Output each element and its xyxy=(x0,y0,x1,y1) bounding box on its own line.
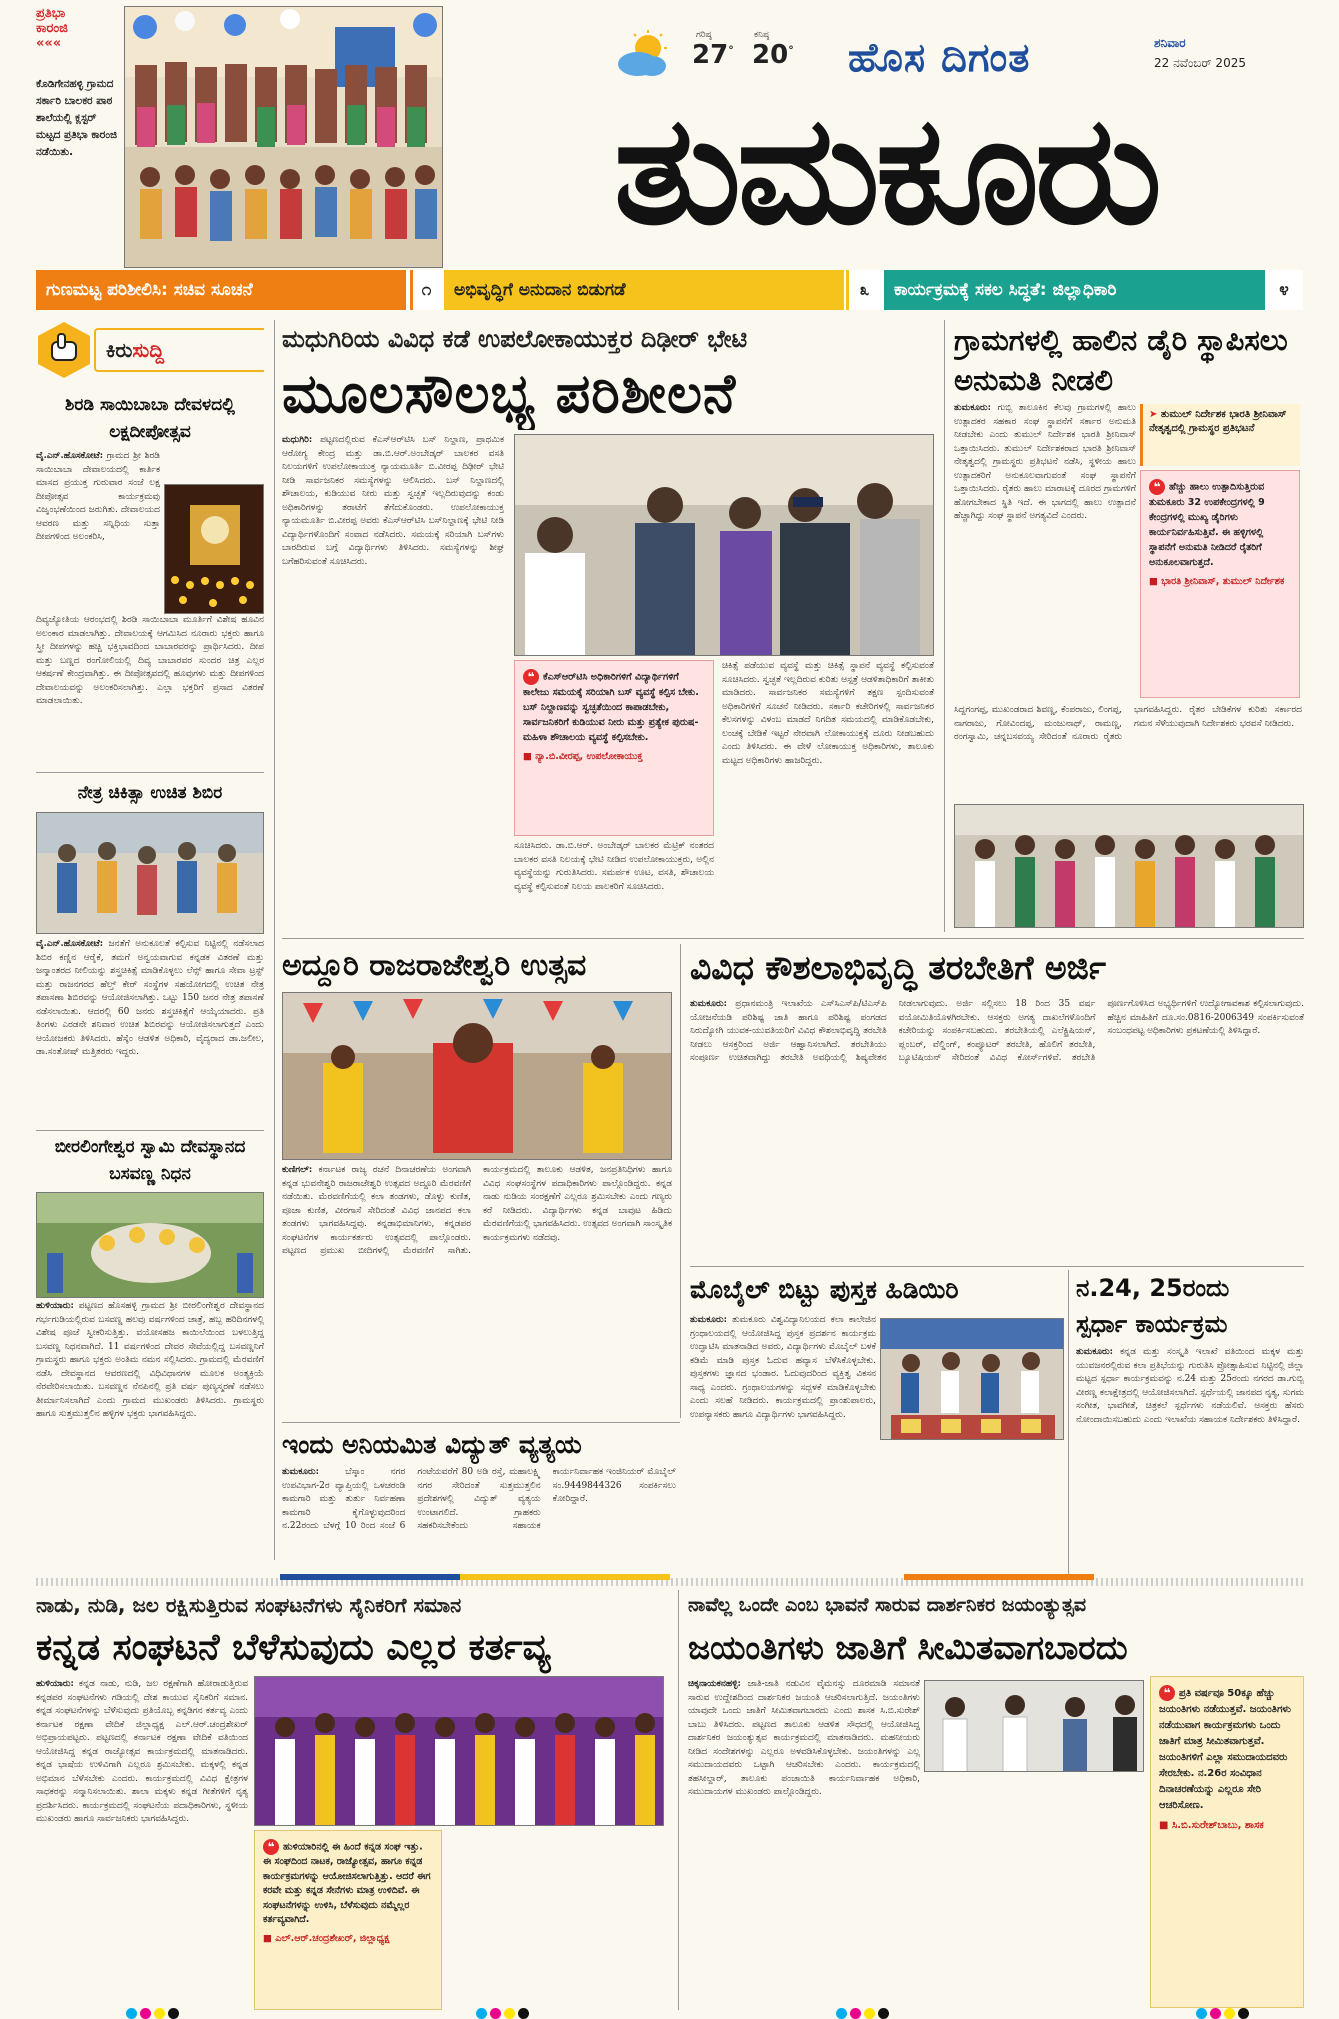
index-page-1[interactable]: ೧ xyxy=(410,270,440,310)
kiru-s2-body xyxy=(36,938,264,1128)
lamp-festival-illustration xyxy=(165,485,264,614)
kiru-label-part1: ಕಿರು xyxy=(106,338,133,362)
kiru-s3-photo xyxy=(36,1192,264,1298)
lead-col3: ಚಿಕಿತ್ಸೆ ಪಡೆಯುವ ವ್ಯವಸ್ಥೆ ಮತ್ತು ಚಿಕಿತ್ಸೆ ಸ್ಥಾಪನೆ ವ್ಯವಸ್ಥೆ ಕಲ್ಪಿಸುವಂತೆ ಸೂಚಿಸಿದರು. ಸ್ವಚ್ಛತೆ ಇಲ್ಲದಿರುವ ಕುರಿತು ಆಸ್ಪತ್ರೆ ಆಡಳಿತಾಧಿಕಾರಿಗೆ ತಾಕೀತು ಮಾಡಿದರು. ಸಾರ್ವಜನಿಕರ ಸಮಸ್ಯೆಗಳಿಗೆ ತಕ್ಷಣ ಸ್ಪಂದಿಸುವಂತೆ ಅಧಿಕಾರಿಗಳಿಗೆ ಸೂಚನೆ ನೀಡಿದರು. ಸರ್ಕಾರಿ ಕಚೇರಿಗಳಲ್ಲಿ ಸಾರ್ವಜನಿಕರ ಕೆಲಸಗಳನ್ನು ವಿಳಂಬ ಮಾಡದೆ ನಿಗದಿತ ಸಮಯದಲ್ಲಿ ಮಾಡಿಕೊಡಬೇಕು, ಲಂಚಕ್ಕೆ ಬೇಡಿಕೆ ಇಟ್ಟರೆ ನೇರವಾಗಿ ಲೋಕಾಯುಕ್ತಕ್ಕೆ ದೂರು ನೀಡಬಹುದು ಎಂದು ತಿಳಿಸಿದರು. ಈ ವೇಳೆ ಲೋಕಾಯುಕ್ತ ಅಧಿಕಾರಿಗಳು, ತಾಲೂಕು ಮಟ್ಟದ ಅಧಿಕಾರಿಗಳು ಹಾಜರಿದ್ದರು. xyxy=(722,661,934,766)
spardha-dateline: ತುಮಕೂರು: xyxy=(1076,1347,1113,1357)
kiru-s2-headline: ನೇತ್ರ ಚಿಕಿತ್ಸಾ ಉಚಿತ ಶಿಬಿರ xyxy=(77,783,223,803)
dairy-dateline: ತುಮಕೂರು: xyxy=(954,403,991,413)
registration-mark-black xyxy=(1238,2008,1249,2019)
degree-symbol: ° xyxy=(788,43,794,57)
dairy-body-top xyxy=(954,402,1136,702)
section-rule xyxy=(690,1266,1304,1267)
lead-headline: ಮೂಲಸೌಲಭ್ಯ ಪರಿಶೀಲನೆ xyxy=(282,362,737,425)
kiru-s1-photo xyxy=(164,484,264,614)
mobile-headline: ಮೊಬೈಲ್ ಬಿಟ್ಟು ಪುಸ್ತಕ ಹಿಡಿಯಿರಿ xyxy=(690,1275,959,1304)
temple-bull-illustration xyxy=(37,1193,264,1298)
spardha-headline-line2: ಸ್ಪರ್ಧಾ ಕಾರ್ಯಕ್ರಮ xyxy=(1076,1310,1228,1338)
power-headline: ಇಂದು ಅನಿಯಮಿತ ವಿದ್ಯುತ್ ವ್ಯತ್ಯಯ xyxy=(282,1430,582,1459)
kaushalya-body xyxy=(690,998,1304,1258)
kannada-headline: ಕನ್ನಡ ಸಂಘಟನೆ ಬೆಳೆಸುವುದು ಎಲ್ಲರ ಕರ್ತವ್ಯ xyxy=(36,1627,551,1668)
jayanti-pull-quote xyxy=(1150,1676,1304,2008)
column-rule xyxy=(274,320,275,1560)
kannada-body xyxy=(36,1678,248,2010)
lead-col1 xyxy=(282,434,504,926)
kiru-s1-body-a-text: ಗ್ರಾಮದ ಶ್ರೀ ಶಿರಡಿ ಸಾಯಿಬಾಬಾ ದೇವಾಲಯದಲ್ಲಿ ಕಾರ್ತಿಕ ಮಾಸದ ಪ್ರಯುಕ್ತ ಗುರುವಾರ ಸಂಜೆ ಲಕ್ಷ ದೀಪೋತ್ಸವ ಕಾರ್ಯಕ್ರಮವು ವಿಜೃಂಭಣೆಯಿಂದ ಜರುಗಿತು. ದೇವಾಲಯದ ಆವರಣ ಮತ್ತು ಸನ್ನಿಧಿಯ ಸುತ್ತಾ ದೀಪಗಳಿಂದ ಅಲಂಕರಿಸಿ, xyxy=(36,451,160,542)
power-dateline: ತುಮಕೂರು: xyxy=(282,1467,319,1477)
mobile-body-text: ತುಮಕೂರು ವಿಶ್ವವಿದ್ಯಾನಿಲಯದ ಕಲಾ ಕಾಲೇಜಿನ ಗ್ರಂಥಾಲಯದಲ್ಲಿ ಆಯೋಜಿಸಿದ್ದ ಪುಸ್ತಕ ಪ್ರದರ್ಶನ ಕಾರ್ಯಕ್ರಮ ಉದ್ಘಾಟಿಸಿ ಮಾತನಾಡಿದ ಅವರು, ವಿದ್ಯಾರ್ಥಿಗಳು ಮೊಬೈಲ್ ಬಳಕೆ ಕಡಿಮೆ ಮಾಡಿ ಪುಸ್ತಕ ಓದುವ ಹವ್ಯಾಸ ಬೆಳೆಸಿಕೊಳ್ಳಬೇಕು. ಪುಸ್ತಕಗಳು ಜ್ಞಾನದ ಭಂಡಾರ. ಓದುವುದರಿಂದ ವ್ಯಕ್ತಿತ್ವ ವಿಕಸನ ಸಾಧ್ಯ ಎಂದರು. ಗ್ರಂಥಾಲಯಗಳನ್ನು ಸದ್ಬಳಕೆ ಮಾಡಿಕೊಳ್ಳಬೇಕು ಎಂದು ಸಲಹೆ ನೀಡಿದರು. ಕಾರ್ಯಕ್ರಮದಲ್ಲಿ ಪ್ರಾಂಶುಪಾಲರು, ಉಪನ್ಯಾಸಕರು ಹಾಗೂ ವಿದ್ಯಾರ್ಥಿಗಳು ಭಾಗವಹಿಸಿದ್ದರು. xyxy=(690,1315,876,1420)
lead-pull-credit: ■ ನ್ಯಾ.ಬಿ.ವೀರಪ್ಪ, ಉಪಲೋಕಾಯುಕ್ತ xyxy=(523,751,643,762)
kiru-suddi-frame xyxy=(94,328,264,372)
kiru-s2-photo xyxy=(36,812,264,934)
index-item-1[interactable]: ಗುಣಮಟ್ಟ ಪರಿಶೀಲಿಸಿ: ಸಚಿವ ಸೂಚನೆ xyxy=(36,270,406,310)
column-rule xyxy=(944,320,945,932)
kaushalya-dateline: ತುಮಕೂರು: xyxy=(690,999,727,1009)
registration-mark-cyan xyxy=(836,2008,847,2019)
kannada-pull-credit-text: ಎಲ್.ಆರ್.ಚಂದ್ರಶೇಖರ್, ಜಿಲ್ಲಾಧ್ಯಕ್ಷ xyxy=(275,1932,390,1944)
procession-illustration xyxy=(283,993,672,1160)
promo-label xyxy=(36,6,128,56)
promo-caption: ಕೊಡಿಗೇನಹಳ್ಳಿ ಗ್ರಾಮದ ಸರ್ಕಾರಿ ಬಾಲಕರ ಪಾಠ ಶಾಲೆಯಲ್ಲಿ ಕ್ಲಸ್ಟರ್ ಮಟ್ಟದ ಪ್ರತಿಭಾ ಕಾರಂಜಿ ನಡೆಯಿತು. xyxy=(36,78,118,158)
utsava-dateline: ಕುಣಿಗಲ್: xyxy=(282,1165,313,1175)
dairy-body-bottom: ಸಿದ್ದಗಂಗಪ್ಪ, ಮುಖಂಡರಾದ ಶಿವಣ್ಣ, ಕೆಂಪರಾಜು, ಲಿಂಗಪ್ಪ, ನಾಗರಾಜು, ಗೋವಿಂದಪ್ಪ, ಮಂಜುನಾಥ್, ರಾಮಣ್ಣ, ರಂಗಸ್ವಾಮಿ, ಚನ್ನಬಸವಯ್ಯ ಸೇರಿದಂತೆ ನೂರಾರು ರೈತರು ಭಾಗವಹಿಸಿದ್ದರು. ರೈತರ ಬೇಡಿಕೆಗಳ ಕುರಿತು ಸರ್ಕಾರದ ಗಮನ ಸೆಳೆಯುವುದಾಗಿ ನಿರ್ದೇಶಕರು ಭರವಸೆ ನೀಡಿದರು. xyxy=(954,705,1302,742)
eye-camp-illustration xyxy=(37,813,264,934)
accent-bar-orange xyxy=(904,1574,1094,1580)
kiru-s1-headline: ಶಿರಡಿ ಸಾಯಿಬಾಬಾ ದೇವಳದಲ್ಲಿ ಲಕ್ಷದೀಪೋತ್ಸವ xyxy=(65,395,235,442)
mobile-photo xyxy=(880,1318,1064,1440)
jayanti-pull-credit-text: ಸಿ.ಬಿ.ಸುರೇಶ್‌ಬಾಬು, ಶಾಸಕ xyxy=(1171,1820,1264,1831)
kannada-body-cont xyxy=(448,1830,664,2010)
jayanti-body-cont xyxy=(924,1776,1144,2010)
weather-min-label: ಕನಿಷ್ಠ xyxy=(754,30,770,40)
degree-symbol: ° xyxy=(728,43,734,57)
utsava-body-text: ಕರ್ನಾಟಕ ರಾಜ್ಯ ರಚನೆ ದಿನಾಚರಣೆಯ ಅಂಗವಾಗಿ ಕನ್ನಡ ಭುವನೇಶ್ವರಿ ರಾಜರಾಜೇಶ್ವರಿ ಉತ್ಸವದ ಅದ್ದೂರಿ ಮೆರವಣಿಗೆ ನಡೆಯಿತು. ಮೆರವಣಿಗೆಯಲ್ಲಿ ಕಲಾ ತಂಡಗಳು, ಡೊಳ್ಳು ಕುಣಿತ, ಪೂಜಾ ಕುಣಿತ, ವೀರಗಾಸೆ ಸೇರಿದಂತೆ ವಿವಿಧ ಜಾನಪದ ಕಲಾ ತಂಡಗಳು ಭಾಗವಹಿಸಿದ್ದವು. ಕನ್ನಡಾಭಿಮಾನಿಗಳು, ಕನ್ನಡಪರ ಸಂಘಟನೆಗಳ ಕಾರ್ಯಕರ್ತರು ಉತ್ಸವದಲ್ಲಿ ಪಾಲ್ಗೊಂಡರು. ಪಟ್ಟಣದ ಪ್ರಮುಖ ಬೀದಿಗಳಲ್ಲಿ ಮೆರವಣಿಗೆ ಸಾಗಿತು. ಕಾರ್ಯಕ್ರಮದಲ್ಲಿ ತಾಲೂಕು ಆಡಳಿತ, ಜನಪ್ರತಿನಿಧಿಗಳು ಹಾಗೂ ವಿವಿಧ ಸಂಘಸಂಸ್ಥೆಗಳ ಪದಾಧಿಕಾರಿಗಳು ಪಾಲ್ಗೊಂಡಿದ್ದರು. ಕನ್ನಡ ನಾಡು ನುಡಿಯ ಸಂರಕ್ಷಣೆಗೆ ಎಲ್ಲರೂ ಶ್ರಮಿಸಬೇಕು ಎಂದು ಗಣ್ಯರು ಕರೆ ನೀಡಿದರು. ವಿದ್ಯಾರ್ಥಿಗಳು ಕನ್ನಡ ಬಾವುಟ ಹಿಡಿದು ಮೆರವಣಿಗೆಯಲ್ಲಿ ಭಾಗವಹಿಸಿದರು. ಉತ್ಸವದ ಅಂಗವಾಗಿ ಸಾಂಸ್ಕೃತಿಕ ಕಾರ್ಯಕ್ರಮಗಳು ನಡೆದವು. xyxy=(282,1165,672,1256)
promo-photo xyxy=(124,6,443,268)
section-divider-band xyxy=(36,1578,1304,1586)
column-rule xyxy=(678,1590,679,2010)
edition-day: ಶನಿವಾರ xyxy=(1154,36,1186,50)
column-rule xyxy=(1068,1270,1069,1574)
registration-mark-yellow xyxy=(864,2008,875,2019)
kannada-pull-quote xyxy=(254,1830,442,2010)
registration-mark-cyan xyxy=(1196,2008,1207,2019)
quote-icon: ❝ xyxy=(523,669,539,685)
registration-mark-black xyxy=(878,2008,889,2019)
jayanti-photo xyxy=(924,1680,1144,1772)
registration-mark-magenta xyxy=(1210,2008,1221,2019)
lead-col1-text: ಪಟ್ಟಣದಲ್ಲಿರುವ ಕೆಎಸ್‌ಆರ್‌ಟಿಸಿ ಬಸ್ ನಿಲ್ದಾಣ, ಪ್ರಾಥಮಿಕ ಆರೋಗ್ಯ ಕೇಂದ್ರ ಮತ್ತು ಡಾ.ಬಿ.ಆರ್.ಅಂಬೇಡ್ಕರ್ ಬಾಲಕರ ವಸತಿ ನಿಲಯಗಳಿಗೆ ಉಪಲೋಕಾಯುಕ್ತ ನ್ಯಾಯಮೂರ್ತಿ ಬಿ.ವೀರಪ್ಪ ದಿಢೀರ್ ಭೇಟಿ ನೀಡಿ ಸಾರ್ವಜನಿಕರ ಸಮಸ್ಯೆಗಳನ್ನು ಆಲಿಸಿದರು. ಬಸ್ ನಿಲ್ದಾಣದಲ್ಲಿ ಶೌಚಾಲಯ, ಕುಡಿಯುವ ನೀರು ಮತ್ತು ಸ್ವಚ್ಛತೆ ಇಲ್ಲದಿರುವುದನ್ನು ಕಂಡು ಅಧಿಕಾರಿಗಳನ್ನು ತರಾಟೆಗೆ ತೆಗೆದುಕೊಂಡರು. ಉಪಲೋಕಾಯುಕ್ತ ನ್ಯಾಯಮೂರ್ತಿ ಬಿ.ವೀರಪ್ಪ ಅವರು ಕೆಎಸ್‌ಆರ್‌ಟಿಸಿ ಬಸ್‌ನಿಲ್ದಾಣಕ್ಕೆ ಭೇಟಿ ನೀಡಿ ವಿದ್ಯಾರ್ಥಿಗಳೊಂದಿಗೆ ಸಂವಾದ ನಡೆಸಿದರು. ಸಮಯಕ್ಕೆ ಸರಿಯಾಗಿ ಬಸ್‌ಗಳು ಬಾರದಿರುವ ಬಗ್ಗೆ ವಿದ್ಯಾರ್ಥಿಗಳು ತಿಳಿಸಿದರು. ಸಮಸ್ಯೆಗಳನ್ನು ಶೀಘ್ರ ಬಗೆಹರಿಸುವಂತೆ ಸೂಚಿಸಿದರು. xyxy=(282,435,504,567)
kiru-s2-dateline: ವೈ.ಎನ್.ಹೊಸಕೋಟೆ: xyxy=(36,939,104,949)
weather-max-number: 27 xyxy=(692,40,729,70)
dairy-pull-credit-text: ಭಾರತಿ ಶ್ರೀನಿವಾಸ್, ತುಮುಲ್ ನಿರ್ದೇಶಕ xyxy=(1161,576,1285,587)
registration-mark-yellow xyxy=(504,2008,515,2019)
brand-logo[interactable]: ಹೊಸ ದಿಗಂತ xyxy=(848,35,1031,81)
weather-min-number: 20 xyxy=(752,40,789,70)
kannada-body-text: ಕನ್ನಡ ನಾಡು, ನುಡಿ, ಜಲ ರಕ್ಷಣೆಗಾಗಿ ಹೋರಾಡುತ್ತಿರುವ ಕನ್ನಡಪರ ಸಂಘಟನೆಗಳು ಗಡಿಯಲ್ಲಿ ದೇಶ ಕಾಯುವ ಸೈನಿಕರಿಗೆ ಸಮಾನ. ಕನ್ನಡ ಸಂಘಟನೆಗಳನ್ನು ಬೆಳೆಸುವುದು ಪ್ರತಿಯೊಬ್ಬ ಕನ್ನಡಿಗನ ಕರ್ತವ್ಯ ಎಂದು ಕರ್ನಾಟಕ ರಕ್ಷಣಾ ವೇದಿಕೆ ಜಿಲ್ಲಾಧ್ಯಕ್ಷ ಎಲ್.ಆರ್.ಚಂದ್ರಶೇಖರ್ ಅಭಿಪ್ರಾಯಪಟ್ಟರು. ಪಟ್ಟಣದಲ್ಲಿ ಕರ್ನಾಟಕ ರಕ್ಷಣಾ ವೇದಿಕೆ ವತಿಯಿಂದ ಆಯೋಜಿಸಿದ್ದ ಕನ್ನಡ ರಾಜ್ಯೋತ್ಸವ ಕಾರ್ಯಕ್ರಮದಲ್ಲಿ ಮಾತನಾಡಿದರು. ಕನ್ನಡ ಭಾಷೆಯ ಉಳಿವಿಗಾಗಿ ಎಲ್ಲರೂ ಶ್ರಮಿಸಬೇಕು. ಮಕ್ಕಳಲ್ಲಿ ಕನ್ನಡ ಅಭಿಮಾನ ಬೆಳೆಸಬೇಕು ಎಂದರು. ಕಾರ್ಯಕ್ರಮದಲ್ಲಿ ವಿವಿಧ ಕ್ಷೇತ್ರಗಳ ಸಾಧಕರನ್ನು ಸನ್ಮಾನಿಸಲಾಯಿತು. ಶಾಲಾ ಮಕ್ಕಳು ಕನ್ನಡ ಗೀತೆಗಳಿಗೆ ನೃತ್ಯ ಪ್ರದರ್ಶಿಸಿದರು. ಕಾರ್ಯಕ್ರಮದಲ್ಲಿ ಸಂಘಟನೆಯ ಪದಾಧಿಕಾರಿಗಳು, ಸ್ಥಳೀಯ ಮುಖಂಡರು ಹಾಗೂ ಸಾರ್ವಜನಿಕರು ಭಾಗವಹಿಸಿದ್ದರು. xyxy=(36,1679,248,1824)
jayanti-kicker: ನಾವೆಲ್ಲ ಒಂದೇ ಎಂಬ ಭಾವನೆ ಸಾರುವ ದಾರ್ಶನಿಕರ ಜಯಂತ್ಯುತ್ಸವ xyxy=(688,1594,1087,1616)
spardha-headline-line1: ನ.24, 25ರಂದು xyxy=(1076,1274,1230,1302)
registration-mark-magenta xyxy=(850,2008,861,2019)
mobile-dateline: ತುಮಕೂರು: xyxy=(690,1315,727,1325)
kannada-photo xyxy=(254,1676,664,1826)
divider xyxy=(36,772,264,773)
kiru-suddi-badge xyxy=(36,320,264,380)
utsava-body xyxy=(282,1164,672,1418)
kaushalya-headline: ವಿವಿಧ ಕೌಶಲಾಭಿವೃದ್ಧಿ ತರಬೇತಿಗೆ ಅರ್ಜಿ xyxy=(690,948,1106,987)
jayanti-pull-credit: ■ ಸಿ.ಬಿ.ಸುರೇಶ್‌ಬಾಬು, ಶಾಸಕ xyxy=(1159,1820,1264,1831)
dairy-pull-quote-text: ಹೆಚ್ಚು ಹಾಲು ಉತ್ಪಾದಿಸುತ್ತಿರುವ ತುಮಕೂರು 32 ಉಪಕೇಂದ್ರಗಳಲ್ಲಿ 9 ಕೇಂದ್ರಗಳಲ್ಲಿ ಮುಖ್ಯ ಡೈರಿಗಳು ಕಾರ್ಯನಿರ್ವಹಿಸುತ್ತಿವೆ. ಈ ಹಳ್ಳಿಗಳಲ್ಲಿ ಸ್ಥಾಪನೆಗೆ ಅನುಮತಿ ನೀಡಿದರೆ ರೈತರಿಗೆ ಅನುಕೂಲವಾಗುತ್ತದೆ. xyxy=(1149,481,1265,568)
registration-mark-cyan xyxy=(126,2008,137,2019)
book-exhibition-illustration xyxy=(881,1319,1064,1440)
mobile-body-cont xyxy=(880,1444,1064,1574)
kiru-s3-body-text: ಪಟ್ಟಣದ ಹೊಸಹಳ್ಳಿ ಗ್ರಾಮದ ಶ್ರೀ ಬೀರಲಿಂಗೇಶ್ವರ ದೇವಸ್ಥಾನದ ಗರ್ಭಗುಡಿಯಲ್ಲಿರುವ ಬಸವಣ್ಣ ಹಲವು ವರ್ಷಗಳಿಂದ ಜಾತ್ರೆ, ಹಬ್ಬ ಹರಿದಿನಗಳಲ್ಲಿ ವಿಶೇಷ ಪೂಜೆ ಸ್ವೀಕರಿಸುತ್ತಿತ್ತು. ವಯೋಸಹಜ ಕಾಯಿಲೆಯಿಂದ ಬಳಲುತ್ತಿದ್ದ ಬಸವಣ್ಣ ನಿಧನವಾಗಿದೆ. 11 ವರ್ಷಗಳಿಂದ ದೇವರ ಸೇವೆಯಲ್ಲಿದ್ದ ಬಸವಣ್ಣನಿಗೆ ಗ್ರಾಮಸ್ಥರು ಹಾಗೂ ಭಕ್ತರು ಅಂತಿಮ ನಮನ ಸಲ್ಲಿಸಿದರು. ಗ್ರಾಮದಲ್ಲಿ ಮೆರವಣಿಗೆ ನಡೆಸಿ ದೇವಸ್ಥಾನದ ಆವರಣದಲ್ಲಿ ವಿಧಿವಿಧಾನಗಳ ಮೂಲಕ ಅಂತ್ಯಕ್ರಿಯೆ ನೆರವೇರಿಸಲಾಯಿತು. ಬಸವಣ್ಣನ ನೆನಪಿನಲ್ಲಿ ಪ್ರತಿ ವರ್ಷ ಪುಣ್ಯಸ್ಮರಣೆ ನಡೆಸಲು ತೀರ್ಮಾನಿಸಲಾಗಿದೆ ಎಂದು ಗ್ರಾಮದ ಮುಖಂಡರು ತಿಳಿಸಿದರು. ಗ್ರಾಮಸ್ಥರು ಹಾಗೂ ಸುತ್ತಮುತ್ತಲಿನ ಹಳ್ಳಿಗಳ ಭಕ್ತರು ಭಾಗವಹಿಸಿದ್ದರು. xyxy=(36,1301,264,1419)
quote-icon: ❝ xyxy=(263,1839,279,1855)
column-rule xyxy=(680,944,681,1418)
inspection-illustration xyxy=(515,435,934,656)
hand-pointing-icon xyxy=(36,320,92,380)
utsava-photo xyxy=(282,992,672,1160)
edition-date: 22 ನವೆಂಬರ್ 2025 xyxy=(1154,56,1246,70)
protest-illustration xyxy=(955,805,1304,928)
dairy-headline: ಗ್ರಾಮಗಳಲ್ಲಿ ಹಾಲಿನ ಡೈರಿ ಸ್ಥಾಪಿಸಲು ಅನುಮತಿ ನೀಡಲಿ xyxy=(954,323,1288,397)
lead-pull-quote xyxy=(514,660,714,836)
registration-mark-black xyxy=(518,2008,529,2019)
lead-photo xyxy=(514,434,934,656)
kiru-s3-dateline: ಹುಳಿಯಾರು: xyxy=(36,1301,74,1311)
jayanti-headline: ಜಯಂತಿಗಳು ಜಾತಿಗೆ ಸೀಮಿತವಾಗಬಾರದು xyxy=(688,1628,1128,1667)
lead-kicker: ಮಧುಗಿರಿಯ ವಿವಿಧ ಕಡೆ ಉಪಲೋಕಾಯುಕ್ತರ ದಿಢೀರ್ ಭೇಟಿ xyxy=(282,325,748,353)
dairy-pull-quote xyxy=(1140,470,1300,698)
index-page-3[interactable]: ೪ xyxy=(1262,270,1303,310)
registration-marks xyxy=(0,2008,1339,2019)
registration-mark-black xyxy=(168,2008,179,2019)
kiru-s2-body-text: ಜನತೆಗೆ ಅನುಕೂಲತೆ ಕಲ್ಪಿಸುವ ನಿಟ್ಟಿನಲ್ಲಿ ನಡೆಸಲಾದ ಶಿಬಿರ ಕಣ್ಣಿನ ಆರೈಕೆ, ತಮಗೆ ಅನ್ವಯವಾಗುವ ಕನ್ನಡಕ ವಿತರಣೆ ಮತ್ತು ಜನ್ಮಾಂತರದ ನೀಲಿಯನ್ನು ಶಸ್ತ್ರಚಿಕಿತ್ಸೆ ಮಾಡಿಕೊಳ್ಳಲು ಲೆನ್ಸ್ ಹಾಗೂ ಸೇವಾ ಟ್ರಸ್ಟ್ ಮತ್ತು ರಾಜನಗರದ ಹೆಲ್ತ್ ಕೇರ್ ಸಂಸ್ಥೆಗಳ ಸಹಯೋಗದಲ್ಲಿ ಉಚಿತ ನೇತ್ರ ತಪಾಸಣಾ ಶಿಬಿರವನ್ನು ಆಯೋಜಿಸಲಾಗಿತ್ತು. ಒಟ್ಟು 150 ಜನರ ನೇತ್ರ ತಪಾಸಣೆ ನಡೆಸಲಾಯಿತು. ಆದರಲ್ಲಿ 60 ಜನರು ಶಸ್ತ್ರಚಿಕಿತ್ಸೆಗೆ ಆಯ್ಕೆಯಾದರು. ಪ್ರತಿ ತಿಂಗಳು ಎರಡನೇ ಶನಿವಾರ ಉಚಿತ ಶಿಬಿರವನ್ನು ಆಯೋಜಿಸಲಾಗುತ್ತದೆ ಎಂದು ಆಯೋಜಕರು ತಿಳಿಸಿದರು. ಹೆಸ್ಕೆಂ ಆಡಳಿತ ಅಧಿಕಾರಿ, ವೈದ್ಯರಾದ ಡಾ.ಜಲೀಲ, ಡಾ.ಸಂತೋಷ್ ಮತ್ತಿತರರು ಇದ್ದರು. xyxy=(36,939,264,1057)
index-page-2[interactable]: ೩ xyxy=(846,270,880,310)
promo-label-line2: ಕಾರಂಜಿ xyxy=(36,21,68,36)
registration-mark-yellow xyxy=(1224,2008,1235,2019)
promo-label-line1: ಪ್ರತಿಭಾ xyxy=(36,6,66,21)
index-item-3[interactable]: ಕಾರ್ಯಕ್ರಮಕ್ಕೆ ಸಕಲ ಸಿದ್ಧತೆ: ಜಿಲ್ಲಾಧಿಕಾರಿ xyxy=(884,270,1262,310)
kiru-label-part2: ಸುದ್ದಿ xyxy=(132,338,165,362)
registration-mark-magenta xyxy=(490,2008,501,2019)
tag-arrow-icon: ➤ xyxy=(1149,409,1161,420)
kiru-s1-body-b: ದಿವ್ಯಜ್ಯೋತಿಯ ಆರಂಭದಲ್ಲಿ ಶಿರಡಿ ಸಾಯಿಬಾಬಾ ಮೂರ್ತಿಗೆ ವಿಶೇಷ ಹೂವಿನ ಅಲಂಕಾರ ಮಾಡಲಾಗಿತ್ತು. ದೇವಾಲಯಕ್ಕೆ ಆಗಮಿಸಿದ ನೂರಾರು ಭಕ್ತರು ಹಾಗೂ ಸ್ತ್ರೀ ದೀಪಗಳನ್ನು ಹಚ್ಚಿ ಭಕ್ತಿಭಾವದಿಂದ ಬಾಬಾರವರನ್ನು ಪ್ರಾರ್ಥಿಸಿದರು. ದೀಪ ಮತ್ತು ಬಣ್ಣದ ರಂಗೋಲಿಯಲ್ಲಿ ದಿವ್ಯ ಬಾಬಾರವರ ಸುಂದರ ಚಿತ್ರ ಎಲ್ಲರ ಆಕರ್ಷಣೆ ಕೇಂದ್ರವಾಗಿತ್ತು. ಈ ದೀಪೋತ್ಸವದಲ್ಲಿ ಹೂವುಗಳು ಮತ್ತು ದೀಪಗಳಿಂದ ದೇವಾಲಯವನ್ನು ಅಲಂಕರಿಸಲಾಗಿತ್ತು. ಎಲ್ಲಾ ಭಕ್ತರಿಗೆ ಪ್ರಸಾದ ವಿತರಣೆ ಮಾಡಲಾಯಿತು. xyxy=(36,615,264,706)
partly-cloudy-icon xyxy=(614,30,674,80)
spardha-body-text: ಕನ್ನಡ ಮತ್ತು ಸಂಸ್ಕೃತಿ ಇಲಾಖೆ ವತಿಯಿಂದ ಮಕ್ಕಳ ಮತ್ತು ಯುವಜನರಲ್ಲಿರುವ ಕಲಾ ಪ್ರತಿಭೆಯನ್ನು ಗುರುತಿಸಿ ಪ್ರೋತ್ಸಾಹಿಸುವ ನಿಟ್ಟಿನಲ್ಲಿ ಜಿಲ್ಲಾ ಮಟ್ಟದ ಸ್ಪರ್ಧಾ ಕಾರ್ಯಕ್ರಮವನ್ನು ನ.24 ಮತ್ತು 25ರಂದು ನಗರದ ಡಾ.ಗುಬ್ಬಿ ವೀರಣ್ಣ ಕಲಾಕ್ಷೇತ್ರದಲ್ಲಿ ಆಯೋಜಿಸಲಾಗಿದೆ. ಸ್ಪರ್ಧೆಯಲ್ಲಿ ಜಾನಪದ ನೃತ್ಯ, ಸುಗಮ ಸಂಗೀತ, ಭಾವಗೀತೆ, ಚಿತ್ರಕಲೆ ಸ್ಪರ್ಧೆಗಳು ನಡೆಯಲಿವೆ. ಆಸಕ್ತರು ಹೆಸರು ನೋಂದಾಯಿಸಬಹುದು ಎಂದು ಇಲಾಖೆಯ ಸಹಾಯಕ ನಿರ್ದೇಶಕರು ತಿಳಿಸಿದ್ದಾರೆ. xyxy=(1076,1347,1304,1425)
accent-bar-yellow xyxy=(460,1574,670,1580)
spardha-body xyxy=(1076,1346,1304,1574)
dairy-photo xyxy=(954,804,1304,928)
registration-mark-cyan xyxy=(476,2008,487,2019)
kannada-pull-quote-text: ಹುಳಿಯಾರಿನಲ್ಲಿ ಈ ಹಿಂದೆ ಕನ್ನಡ ಸಂಘ ಇತ್ತು. ಈ ಸಂಘದಿಂದ ನಾಟಕ, ರಾಜ್ಯೋತ್ಸವ, ಹಾಗೂ ಕನ್ನಡ ಕಾರ್ಯಕ್ರಮಗಳನ್ನು ಆಯೋಜಿಸಲಾಗುತ್ತಿತ್ತು. ಆದರೆ ಈಗ ಕರವೇ ಮತ್ತು ಕನ್ನಡ ಸೇನೆಗಳು ಮಾತ್ರ ಉಳಿದಿವೆ. ಈ ಸಂಘಟನೆಗಳನ್ನು ಉಳಿಸಿ, ಬೆಳೆಸುವುದು ನಮ್ಮೆಲ್ಲರ ಕರ್ತವ್ಯವಾಗಿದೆ. xyxy=(263,1841,431,1925)
kannada-dateline: ಹುಳಿಯಾರು: xyxy=(36,1679,74,1689)
section-rule xyxy=(282,1422,680,1423)
weather-max-value xyxy=(692,40,734,70)
registration-mark-yellow xyxy=(154,2008,165,2019)
dairy-pull-credit: ■ ಭಾರತಿ ಶ್ರೀನಿವಾಸ್, ತುಮುಲ್ ನಿರ್ದೇಶಕ xyxy=(1149,576,1285,587)
city-title: ತುಮಕೂರು xyxy=(613,84,1159,258)
weather-max-label: ಗರಿಷ್ಠ xyxy=(696,30,712,40)
divider xyxy=(36,1130,264,1131)
section-rule xyxy=(282,938,1304,939)
chevrons-icon: ««« xyxy=(36,36,62,51)
promo-photo-illustration xyxy=(125,7,443,268)
kiru-s3-body xyxy=(36,1300,264,1564)
accent-bar-blue xyxy=(280,1574,460,1580)
mobile-body xyxy=(690,1314,876,1574)
power-body xyxy=(282,1466,676,1574)
lead-pull-credit-text: ನ್ಯಾ.ಬಿ.ವೀರಪ್ಪ, ಉಪಲೋಕಾಯುಕ್ತ xyxy=(535,751,643,762)
lead-dateline: ಮಧುಗಿರಿ: xyxy=(282,435,313,445)
kiru-s1-body-a xyxy=(36,450,160,610)
dairy-tag-text: ತುಮುಲ್ ನಿರ್ದೇಶಕ ಭಾರತಿ ಶ್ರೀನಿವಾಸ್ ನೇತೃತ್ವದಲ್ಲಿ ಗ್ರಾಮಸ್ಥರ ಪ್ರತಿಭಟನೆ xyxy=(1149,409,1287,434)
quote-icon: ❝ xyxy=(1149,479,1165,495)
jayanti-pull-quote-text: ಪ್ರತಿ ವರ್ಷವೂ 50ಕ್ಕೂ ಹೆಚ್ಚು ಜಯಂತಿಗಳು ನಡೆಯುತ್ತವೆ. ಜಯಂತಿಗಳು ನಡೆಯುವಾಗ ಕಾರ್ಯಕ್ರಮಗಳು ಒಂದು ಜಾತಿಗೆ ಮಾತ್ರ ಸೀಮಿತವಾಗುತ್ತವೆ. ಜಯಂತಿಗಳಿಗೆ ಎಲ್ಲಾ ಸಮುದಾಯದವರು ಸೇರಬೇಕು. ನ.26ರ ಸಂವಿಧಾನ ದಿನಾಚರಣೆಯನ್ನು ಎಲ್ಲರೂ ಸೇರಿ ಆಚರಿಸೋಣ. xyxy=(1159,1688,1291,1811)
lead-pull-quote-text: ಕೆಎಸ್‌ಆರ್‌ಟಿಸಿ ಅಧಿಕಾರಿಗಳಿಗೆ ವಿದ್ಯಾರ್ಥಿಗಳಿಗೆ ಕಾಲೇಜು ಸಮಯಕ್ಕೆ ಸರಿಯಾಗಿ ಬಸ್ ವ್ಯವಸ್ಥೆ ಕಲ್ಪಿಸ ಬೇಕು. ಬಸ್ ನಿಲ್ದಾಣವನ್ನು ಸ್ವಚ್ಛತೆಯಿಂದ ಕಾಪಾಡಬೇಕು, ಸಾರ್ವಜನಿಕರಿಗೆ ಕುಡಿಯುವ ನೀರು ಮತ್ತು ಪ್ರತ್ಯೇಕ ಪುರುಷ-ಮಹಿಳಾ ಶೌಚಾಲಯ ವ್ಯವಸ್ಥೆ ಕಲ್ಪಿಸಬೇಕು. xyxy=(523,671,699,743)
jayanti-dateline: ಚಿಕ್ಕನಾಯಕನಹಳ್ಳಿ: xyxy=(688,1679,741,1689)
kaushalya-body-text: ಪ್ರಧಾನಮಂತ್ರಿ ಇಲಾಖೆಯ ಎಸ್‌ಸಿಎಸ್‌ಪಿ/ಟಿಎಸ್‌ಪಿ ಯೋಜನೆಯಡಿ ಪರಿಶಿಷ್ಟ ಜಾತಿ ಹಾಗೂ ಪರಿಶಿಷ್ಟ ಪಂಗಡದ ನಿರುದ್ಯೋಗಿ ಯುವಕ-ಯುವತಿಯರಿಗೆ ವಿವಿಧ ಕೌಶಲಾಭಿವೃದ್ಧಿ ತರಬೇತಿ ನೀಡಲು ಆಸಕ್ತರಿಂದ ಅರ್ಜಿ ಆಹ್ವಾನಿಸಲಾಗಿದೆ. ತರಬೇತಿಯು ಸಂಪೂರ್ಣ ಉಚಿತವಾಗಿದ್ದು ತರಬೇತಿ ಅವಧಿಯಲ್ಲಿ ಶಿಷ್ಯವೇತನ ನೀಡಲಾಗುವುದು. ಅರ್ಜಿ ಸಲ್ಲಿಸಲು 18 ರಿಂದ 35 ವರ್ಷ ವಯೋಮಿತಿಯೊಳಗಿರಬೇಕು. ಆಸಕ್ತರು ಅಗತ್ಯ ದಾಖಲೆಗಳೊಂದಿಗೆ ಕಚೇರಿಯನ್ನು ಸಂಪರ್ಕಿಸಬಹುದು. ತರಬೇತಿಯಲ್ಲಿ ಎಲೆಕ್ಟ್ರಿಷಿಯನ್, ಪ್ಲಂಬರ್, ವೆಲ್ಡಿಂಗ್, ಕಂಪ್ಯೂಟರ್ ತರಬೇತಿ, ಹೊಲಿಗೆ ತರಬೇತಿ, ಬ್ಯೂಟಿಷಿಯನ್ ಸೇರಿದಂತೆ ವಿವಿಧ ಕೋರ್ಸ್‌ಗಳಿವೆ. ತರಬೇತಿ ಪೂರ್ಣಗೊಳಿಸಿದ ಅಭ್ಯರ್ಥಿಗಳಿಗೆ ಉದ್ಯೋಗಾವಕಾಶ ಕಲ್ಪಿಸಲಾಗುವುದು. ಹೆಚ್ಚಿನ ಮಾಹಿತಿಗೆ ದೂ.ಸಂ.0816-2006349 ಸಂಪರ್ಕಿಸುವಂತೆ ಸಂಬಂಧಪಟ್ಟ ಅಧಿಕಾರಿಗಳು ಪ್ರಕಟಣೆಯಲ್ಲಿ ತಿಳಿಸಿದ್ದಾರೆ. xyxy=(690,999,1304,1063)
lead-col2-below: ಸೂಚಿಸಿದರು. ಡಾ.ಬಿ.ಆರ್. ಅಂಬೇಡ್ಕರ್ ಬಾಲಕರ ಮೆಟ್ರಿಕ್ ನಂತರದ ಬಾಲಕರ ವಸತಿ ನಿಲಯಕ್ಕೆ ಭೇಟಿ ನೀಡಿದ ಉಪಲೋಕಾಯುಕ್ತರು, ಅಲ್ಲಿನ ವ್ಯವಸ್ಥೆಯನ್ನು ಗುರುತಿಸಿದರು. ಸಮರ್ಪಕ ಊಟ, ವಸತಿ, ಶೌಚಾಲಯ ವ್ಯವಸ್ಥೆ ಕಲ್ಪಿಸುವಂತೆ ನಿಲಯ ಪಾಲಕರಿಗೆ ಸೂಚಿಸಿದರು. xyxy=(514,841,714,892)
registration-mark-magenta xyxy=(140,2008,151,2019)
utsava-headline: ಅದ್ದೂರಿ ರಾಜರಾಜೇಶ್ವರಿ ಉತ್ಸವ xyxy=(282,948,587,983)
kiru-s1-dateline: ವೈ.ಎನ್.ಹೊಸಕೋಟೆ: xyxy=(36,451,104,461)
felicitation-illustration xyxy=(255,1677,664,1826)
weather-min-value xyxy=(752,40,794,70)
jayanti-body-text: ಜಾತಿ-ಜಾತಿ ನಡುವಿನ ವೈಮನಸ್ಸು ದೂರಮಾಡಿ ಸಮಾನತೆ ಸಾರುವ ಉದ್ದೇಶದಿಂದ ದಾರ್ಶನಿಕರ ಜಯಂತಿ ಆಚರಿಸಲಾಗುತ್ತಿದೆ. ಜಯಂತಿಗಳು ಯಾವುದೇ ಒಂದು ಜಾತಿಗೆ ಸೀಮಿತವಾಗಬಾರದು ಎಂದು ಶಾಸಕ ಸಿ.ಬಿ.ಸುರೇಶ್ ಬಾಬು ತಿಳಿಸಿದರು. ಪಟ್ಟಣದ ತಾಲೂಕು ಆಡಳಿತ ಸೌಧದಲ್ಲಿ ಆಯೋಜಿಸಿದ್ದ ದಾರ್ಶನಿಕರ ಜಯಂತ್ಯುತ್ಸವ ಕಾರ್ಯಕ್ರಮದಲ್ಲಿ ಮಾತನಾಡಿದರು. ಮಹನೀಯರು ನೀಡಿದ ಸಂದೇಶಗಳನ್ನು ಎಲ್ಲರೂ ಅಳವಡಿಸಿಕೊಳ್ಳಬೇಕು. ಜಯಂತಿಗಳನ್ನು ಎಲ್ಲ ಸಮುದಾಯದವರು ಒಟ್ಟಾಗಿ ಆಚರಿಸಬೇಕು ಎಂದರು. ಕಾರ್ಯಕ್ರಮದಲ್ಲಿ ತಹಸೀಲ್ದಾರ್, ತಾಲೂಕು ಪಂಚಾಯಿತಿ ಕಾರ್ಯನಿರ್ವಾಹಕ ಅಧಿಕಾರಿ, ಸಮುದಾಯಗಳ ಮುಖಂಡರು ಪಾಲ್ಗೊಂಡಿದ್ದರು. xyxy=(688,1679,920,1797)
dairy-tag xyxy=(1140,404,1300,466)
index-item-2[interactable]: ಅಭಿವೃದ್ಧಿಗೆ ಅನುದಾನ ಬಿಡುಗಡೆ xyxy=(444,270,844,310)
power-body-text: ಬೆಸ್ಕಾಂ ನಗರ ಉಪವಿಭಾಗ-2ರ ವ್ಯಾಪ್ತಿಯಲ್ಲಿ ಒಳಚರಂಡಿ ಕಾಮಗಾರಿ ಮತ್ತು ತುರ್ತು ನಿರ್ವಹಣಾ ಕಾಮಗಾರಿ ಕೈಗೊಳ್ಳುವುದರಿಂದ ನ.22ರಂದು ಬೆಳಗ್ಗೆ 10 ರಿಂದ ಸಂಜೆ 6 ಗಂಟೆಯವರೆಗೆ 80 ಅಡಿ ರಸ್ತೆ, ಮಹಾಲಕ್ಷ್ಮಿ ನಗರ ಸೇರಿದಂತೆ ಸುತ್ತಮುತ್ತಲಿನ ಪ್ರದೇಶಗಳಲ್ಲಿ ವಿದ್ಯುತ್ ವ್ಯತ್ಯಯ ಉಂಟಾಗಲಿದೆ. ಗ್ರಾಹಕರು ಸಹಕರಿಸಬೇಕೆಂದು ಸಹಾಯಕ ಕಾರ್ಯನಿರ್ವಾಹಕ ಇಂಜಿನಿಯರ್ ಮೊಬೈಲ್ ಸಂ.9449844326 ಸಂಪರ್ಕಿಸಲು ಕೋರಿದ್ದಾರೆ. xyxy=(282,1467,676,1531)
kannada-pull-credit: ■ ಎಲ್.ಆರ್.ಚಂದ್ರಶೇಖರ್, ಜಿಲ್ಲಾಧ್ಯಕ್ಷ xyxy=(263,1932,390,1944)
quote-icon: ❝ xyxy=(1159,1685,1175,1701)
stage-dignitaries-illustration xyxy=(925,1681,1144,1772)
kannada-kicker: ನಾಡು, ನುಡಿ, ಜಲ ರಕ್ಷಿಸುತ್ತಿರುವ ಸಂಘಟನೆಗಳು ಸೈನಿಕರಿಗೆ ಸಮಾನ xyxy=(36,1593,462,1617)
dairy-body-top-text: ಗುಬ್ಬಿ ತಾಲೂಕಿನ ಕೆಲವು ಗ್ರಾಮಗಳಲ್ಲಿ ಹಾಲು ಉತ್ಪಾದಕರ ಸಹಕಾರ ಸಂಘ ಸ್ಥಾಪನೆಗೆ ಸರ್ಕಾರ ಅನುಮತಿ ನೀಡಬೇಕು ಎಂದು ತುಮುಲ್ ನಿರ್ದೇಶಕ ಭಾರತಿ ಶ್ರೀನಿವಾಸ್ ಒತ್ತಾಯಿಸಿದರು. ತುಮುಲ್ ನಿರ್ದೇಶಕರಾದ ಭಾರತಿ ಶ್ರೀನಿವಾಸ್ ನೇತೃತ್ವದಲ್ಲಿ ಗ್ರಾಮಸ್ಥರು ಪ್ರತಿಭಟನೆ ನಡೆಸಿ, ಸ್ಥಳೀಯ ಹಾಲು ಉತ್ಪಾದಕರಿಗೆ ಅನುಕೂಲವಾಗುವಂತೆ ಸಂಘ ಸ್ಥಾಪನೆಗೆ ಒತ್ತಾಯಿಸಿದರು. ರೈತರು ಹಾಲು ಮಾರಾಟಕ್ಕೆ ದೂರದ ಗ್ರಾಮಗಳಿಗೆ ಹೋಗಬೇಕಾದ ಸ್ಥಿತಿ ಇದೆ. ಈ ಭಾಗದಲ್ಲಿ ಹಾಲು ಉತ್ಪಾದನೆ ಹೆಚ್ಚಾಗಿದ್ದು ಸಂಘ ಸ್ಥಾಪನೆ ಅಗತ್ಯವಿದೆ ಎಂದರು. xyxy=(954,403,1136,521)
jayanti-body xyxy=(688,1678,920,2010)
kiru-s3-headline: ಬೀರಲಿಂಗೇಶ್ವರ ಸ್ವಾಮಿ ದೇವಸ್ಥಾನದ ಬಸವಣ್ಣ ನಿಧನ xyxy=(54,1137,246,1184)
